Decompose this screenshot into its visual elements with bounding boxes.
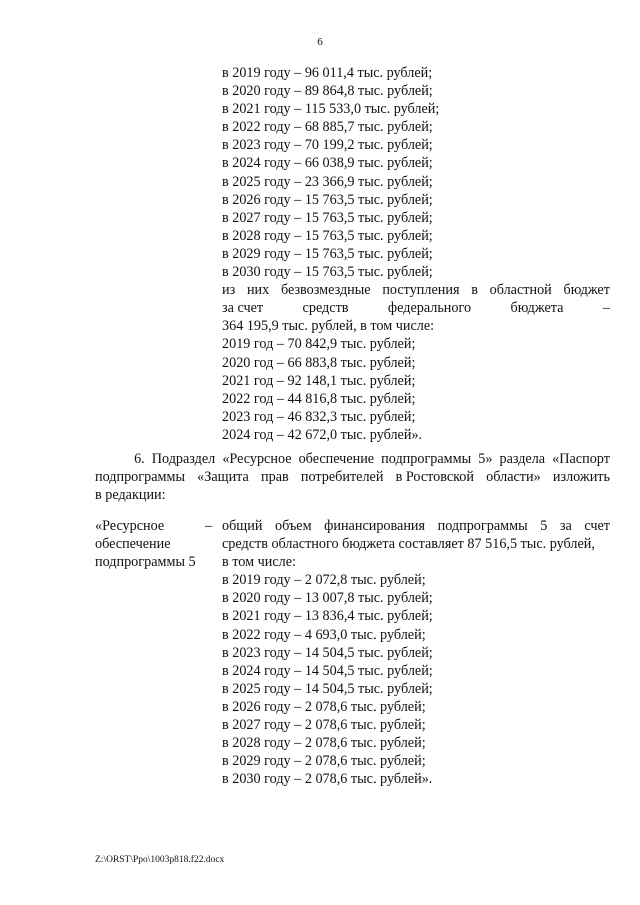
- word: поступления: [382, 282, 460, 299]
- federal-year-line: 2020 год – 66 883,8 тыс. рублей;: [222, 354, 416, 371]
- word: счет: [584, 518, 610, 534]
- file-path-footer: Z:\ORST\Ppo\1003p818.f22.docx: [95, 855, 225, 865]
- word: 5»: [478, 451, 493, 467]
- lower-year-line: в 2019 году – 2 072,8 тыс. рублей;: [222, 572, 426, 589]
- word: изложить: [552, 469, 610, 486]
- resource-label: [95, 517, 215, 571]
- word: в: [471, 282, 478, 299]
- paragraph-line-3: в редакции:: [95, 487, 166, 504]
- paragraph-indent: [95, 450, 127, 468]
- year-line: в 2030 году – 15 763,5 тыс. рублей;: [222, 264, 433, 281]
- amendment-paragraph: [95, 450, 610, 504]
- year-line: в 2022 году – 68 885,7 тыс. рублей;: [222, 119, 433, 136]
- federal-year-line: 2023 год – 46 832,3 тыс. рублей;: [222, 408, 416, 425]
- year-line: в 2024 году – 66 038,9 тыс. рублей;: [222, 155, 433, 172]
- year-line: в 2019 году – 96 011,4 тыс. рублей;: [222, 65, 433, 81]
- word: «Ресурсное: [222, 451, 292, 467]
- word: общий: [222, 518, 263, 534]
- year-line: в 2029 году – 15 763,5 тыс. рублей;: [222, 245, 433, 262]
- word: за счет: [222, 300, 264, 317]
- lower-intro-line-2: средств областного бюджета составляет 87 516,5 тыс. рублей,: [222, 536, 595, 553]
- year-line: в 2023 году – 70 199,2 тыс. рублей;: [222, 137, 433, 154]
- lower-year-line: в 2020 году – 13 007,8 тыс. рублей;: [222, 590, 433, 607]
- word: обеспечение: [298, 451, 375, 467]
- upper-financing-block: [222, 64, 610, 444]
- word: них: [246, 282, 270, 299]
- label-line: обеспечение: [95, 536, 171, 553]
- lower-year-line: в 2029 году – 2 078,6 тыс. рублей;: [222, 753, 426, 770]
- lower-year-line: в 2024 году – 14 504,5 тыс. рублей;: [222, 662, 433, 679]
- federal-year-line: 2024 год – 42 672,0 тыс. рублей».: [222, 426, 423, 443]
- word: федерального: [387, 300, 472, 317]
- label-dash: –: [205, 518, 213, 534]
- year-line: в 2020 году – 89 864,8 тыс. рублей;: [222, 83, 433, 100]
- year-line: в 2021 году – 115 533,0 тыс. рублей;: [222, 101, 440, 118]
- lower-year-line: в 2028 году – 2 078,6 тыс. рублей;: [222, 735, 426, 752]
- federal-total-line: 364 195,9 тыс. рублей, в том числе:: [222, 318, 435, 335]
- year-line: в 2025 году – 23 366,9 тыс. рублей;: [222, 173, 433, 190]
- word: безвозмездные: [280, 282, 371, 299]
- word: объем: [275, 518, 312, 534]
- lower-year-line: в 2023 году – 14 504,5 тыс. рублей;: [222, 644, 433, 661]
- paragraph-line-2: [95, 468, 610, 486]
- word: раздела: [499, 451, 546, 467]
- word: «Защита: [197, 469, 249, 486]
- lower-year-line: в 2025 году – 14 504,5 тыс. рублей;: [222, 680, 433, 697]
- federal-year-line: 2019 год – 70 842,9 тыс. рублей;: [222, 336, 416, 353]
- label-line: подпрограммы 5: [95, 554, 196, 571]
- lower-financing-block: [222, 517, 610, 788]
- word: финансирования: [324, 518, 426, 534]
- word: потребителей: [300, 469, 384, 486]
- word: Подраздел: [151, 451, 216, 467]
- lower-year-line: в 2030 году – 2 078,6 тыс. рублей».: [222, 771, 433, 788]
- word: средств: [302, 300, 349, 317]
- word: из: [222, 282, 236, 299]
- lower-year-line: в 2026 году – 2 078,6 тыс. рублей;: [222, 698, 426, 715]
- federal-year-line: 2021 год – 92 148,1 тыс. рублей;: [222, 372, 416, 389]
- word: «Паспорт: [552, 451, 610, 467]
- word: подпрограммы: [437, 518, 528, 534]
- federal-intro-line-2: [222, 299, 610, 317]
- lower-year-line: в 2027 году – 2 078,6 тыс. рублей;: [222, 717, 426, 734]
- word: бюджета: [510, 300, 564, 317]
- word: прав: [261, 469, 289, 486]
- lower-intro-line-1: [222, 517, 610, 535]
- word: 5: [540, 518, 548, 534]
- word: –: [602, 300, 610, 317]
- federal-year-line: 2022 год – 44 816,8 тыс. рублей;: [222, 390, 416, 407]
- year-line: в 2026 году – 15 763,5 тыс. рублей;: [222, 191, 433, 208]
- lower-year-line: в 2021 году – 13 836,4 тыс. рублей;: [222, 608, 433, 625]
- federal-intro-line-1: [222, 281, 610, 299]
- year-line: в 2027 году – 15 763,5 тыс. рублей;: [222, 209, 433, 226]
- word: подпрограммы: [381, 451, 472, 467]
- word: бюджет: [563, 282, 610, 299]
- page-number: 6: [317, 36, 323, 48]
- word: области»: [486, 469, 541, 486]
- paragraph-line-1: [95, 450, 610, 468]
- word: за: [559, 518, 572, 534]
- word: в Ростовской: [395, 469, 474, 486]
- word: областной: [489, 282, 552, 299]
- lower-year-line: в 2022 году – 4 693,0 тыс. рублей;: [222, 626, 426, 643]
- word: 6.: [134, 451, 145, 467]
- year-line: в 2028 году – 15 763,5 тыс. рублей;: [222, 227, 433, 244]
- label-line: «Ресурсное: [95, 518, 165, 534]
- word: подпрограммы: [95, 469, 185, 486]
- lower-intro-line-3: в том числе:: [222, 554, 296, 571]
